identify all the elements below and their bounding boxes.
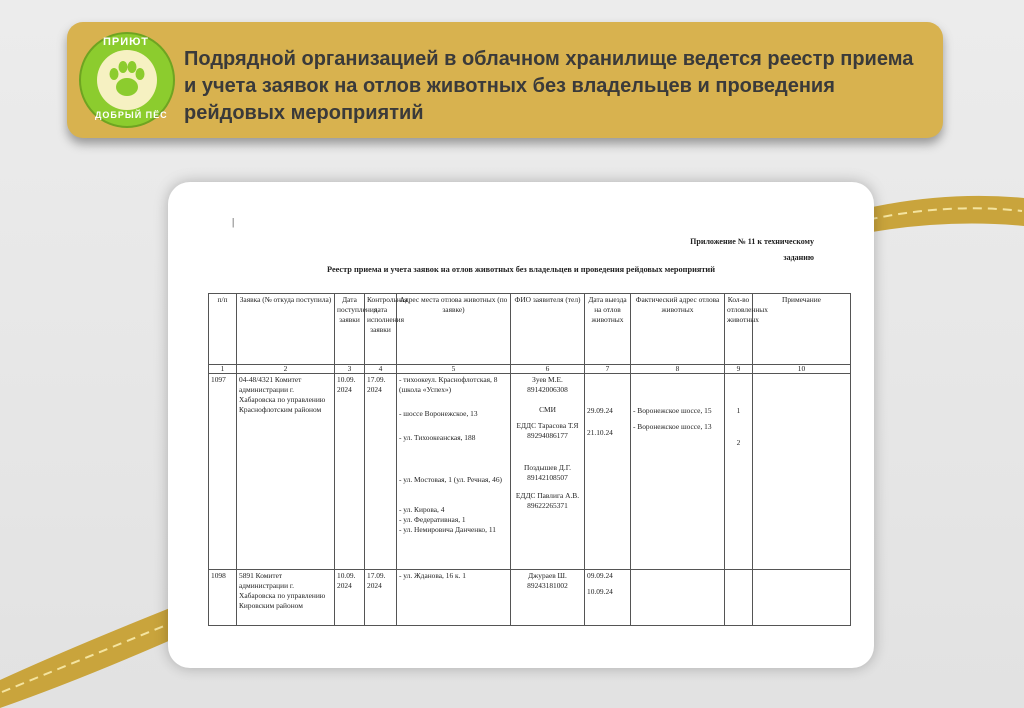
column-header: Адрес места отлова животных (по заявке) bbox=[397, 294, 511, 365]
address-line: - ул. Кирова, 4 bbox=[399, 505, 445, 514]
appendix-line-1: Приложение № 11 к техническому bbox=[690, 237, 814, 246]
title-banner bbox=[67, 22, 943, 138]
address-cell bbox=[397, 374, 511, 570]
applicant-cell: Джураев Ш. 89243181002 bbox=[511, 570, 585, 626]
control-date-cell: 17.09. 2024 bbox=[365, 570, 397, 626]
logo-text-bottom: ДОБРЫЙ ПЁС bbox=[95, 110, 168, 120]
registry-table bbox=[208, 293, 851, 626]
column-header: Примечание bbox=[753, 294, 851, 365]
shelter-logo bbox=[79, 32, 175, 128]
date-received-cell: 10.09. 2024 bbox=[335, 374, 365, 570]
animal-count: 1 bbox=[736, 406, 741, 415]
column-header: Дата выезда на отлов животных bbox=[585, 294, 631, 365]
column-header: Дата поступления заявки bbox=[335, 294, 365, 365]
animal-count: 2 bbox=[736, 438, 741, 447]
actual-address: - Воронежское шоссе, 13 bbox=[633, 422, 712, 431]
column-number: 10 bbox=[753, 365, 851, 374]
decorative-ribbon-right bbox=[850, 190, 1024, 240]
text-cursor-mark: | bbox=[232, 216, 235, 228]
column-header: ФИО заявителя (тел) bbox=[511, 294, 585, 365]
appendix-note bbox=[662, 234, 814, 266]
paw-icon bbox=[97, 50, 157, 110]
address-cell: - ул. Жданова, 16 к. 1 bbox=[397, 570, 511, 626]
column-header: Фактический адрес отлова животных bbox=[631, 294, 725, 365]
column-number-row bbox=[209, 365, 851, 374]
column-number: 4 bbox=[365, 365, 397, 374]
note-cell bbox=[753, 570, 851, 626]
appendix-line-2: заданию bbox=[783, 253, 814, 262]
table-row bbox=[209, 570, 851, 626]
trip-date: 29.09.24 bbox=[587, 406, 613, 415]
document-scan bbox=[186, 200, 856, 655]
column-header: Контрольная дата исполнения заявки bbox=[365, 294, 397, 365]
applicant-entry: ЕДДС Тарасова Т.Я 89294086177 bbox=[516, 421, 579, 440]
address-line: - ул. Мостовая, 1 (ул. Речная, 46) bbox=[399, 475, 502, 484]
applicant-entry: Поздышев Д.Г. 89142108507 bbox=[523, 463, 572, 482]
slide-title: Подрядной организацией в облачном хранилище ведется реестр приема и учета заявок на отлов животных без владельцев и проведения рейдовых мероприятий bbox=[184, 48, 914, 124]
request-cell: 04-48/4321 Комитет администрации г. Хабаровска по управлению Краснофлотским районом bbox=[237, 374, 335, 570]
column-number: 9 bbox=[725, 365, 753, 374]
request-cell: 5891 Комитет администрации г. Хабаровска по управлению Кировским районом bbox=[237, 570, 335, 626]
column-header: Заявка (№ откуда поступила) bbox=[237, 294, 335, 365]
row-number: 1098 bbox=[209, 570, 237, 626]
column-number: 5 bbox=[397, 365, 511, 374]
actual-address-cell bbox=[631, 374, 725, 570]
column-header: п/п bbox=[209, 294, 237, 365]
logo-text-top: ПРИЮТ bbox=[103, 36, 149, 48]
row-number: 1097 bbox=[209, 374, 237, 570]
applicant-entry: Зуев М.Е. 89142006308 bbox=[527, 375, 568, 394]
decorative-ribbon-left bbox=[0, 596, 180, 708]
count-cell bbox=[725, 570, 753, 626]
column-number: 6 bbox=[511, 365, 585, 374]
column-header: Кол-во отловленных животных bbox=[725, 294, 753, 365]
address-line: - шоссе Воронежское, 13 bbox=[399, 409, 478, 418]
trip-date: 09.09.24 bbox=[587, 571, 613, 580]
actual-address: - Воронежское шоссе, 15 bbox=[633, 406, 712, 415]
trip-date-cell bbox=[585, 570, 631, 626]
address-line: - тихоокеул. Краснофлотская, 8 (школа «Успех») bbox=[399, 375, 498, 394]
address-line: - ул. Федеративная, 1 bbox=[399, 515, 466, 524]
column-number: 2 bbox=[237, 365, 335, 374]
control-date-cell: 17.09. 2024 bbox=[365, 374, 397, 570]
address-line: - ул. Немировича Данченко, 11 bbox=[399, 525, 496, 534]
column-number: 1 bbox=[209, 365, 237, 374]
count-cell bbox=[725, 374, 753, 570]
trip-date: 21.10.24 bbox=[587, 428, 613, 437]
table-row bbox=[209, 374, 851, 570]
applicant-entry: ЕДДС Павлига А.В. 89622265371 bbox=[515, 491, 580, 510]
date-received-cell: 10.09. 2024 bbox=[335, 570, 365, 626]
address-line: - ул. Тихоокеанская, 188 bbox=[399, 433, 476, 442]
trip-date-cell bbox=[585, 374, 631, 570]
column-number: 3 bbox=[335, 365, 365, 374]
applicant-cell bbox=[511, 374, 585, 570]
trip-date: 10.09.24 bbox=[587, 587, 613, 596]
applicant-entry: СМИ bbox=[539, 405, 556, 414]
column-number: 7 bbox=[585, 365, 631, 374]
note-cell bbox=[753, 374, 851, 570]
actual-address-cell bbox=[631, 570, 725, 626]
column-number: 8 bbox=[631, 365, 725, 374]
registry-title: Реестр приема и учета заявок на отлов животных без владельцев и проведения рейдовых мероприятий bbox=[327, 265, 715, 274]
table-header-row bbox=[209, 294, 851, 365]
